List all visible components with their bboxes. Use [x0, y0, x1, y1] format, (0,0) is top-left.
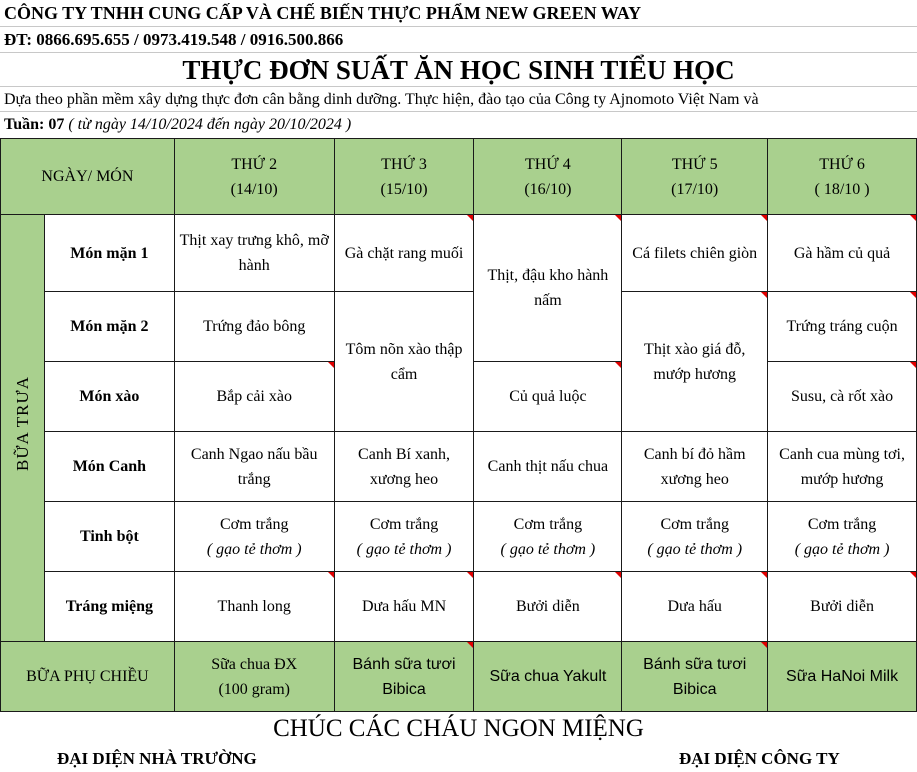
menu-cell: Dưa hấu MN: [334, 572, 474, 642]
menu-cell: Thịt, đậu kho hành nấm: [474, 215, 622, 362]
rice: Cơm trắng: [513, 515, 583, 533]
lunch-label: BỮA TRƯA: [12, 376, 32, 472]
day-name: THỨ 5: [671, 155, 718, 173]
day-date: (17/10): [671, 180, 719, 198]
snack-cell: Sữa chua Yakult: [474, 642, 622, 712]
day-header-tue: [334, 139, 474, 215]
menu-cell: Trứng đảo bông: [174, 292, 334, 362]
menu-cell: Bưởi diễn: [474, 572, 622, 642]
dish-label: Món Canh: [44, 432, 174, 502]
menu-cell: [334, 502, 474, 572]
menu-cell: Gà hầm củ quả: [768, 215, 917, 292]
day-name: THỨ 4: [525, 155, 571, 173]
rice-note: ( gạo tẻ thơm ): [647, 540, 743, 558]
dish-label: Tinh bột: [44, 502, 174, 572]
phone-numbers: ĐT: 0866.695.655 / 0973.419.548 / 0916.500.866: [0, 27, 917, 53]
rice-note: ( gạo tẻ thơm ): [500, 540, 596, 558]
menu-cell: Canh cua mùng tơi, mướp hương: [768, 432, 917, 502]
menu-cell: Tôm nõn xào thập cẩm: [334, 292, 474, 432]
dish-label: Món mặn 1: [44, 215, 174, 292]
menu-cell: Trứng tráng cuộn: [768, 292, 917, 362]
corner-header: NGÀY/ MÓN: [1, 139, 175, 215]
menu-cell: Gà chặt rang muối: [334, 215, 474, 292]
closing-wish: CHÚC CÁC CHÁU NGON MIỆNG: [273, 715, 644, 742]
snack-line: (100 gram): [218, 680, 290, 698]
rice-note: ( gạo tẻ thơm ): [794, 540, 890, 558]
snack-line: Sữa chua ĐX: [211, 655, 298, 673]
menu-cell: Thanh long: [174, 572, 334, 642]
snack-cell: Sữa HaNoi Milk: [768, 642, 917, 712]
menu-cell: [174, 502, 334, 572]
description: Dựa theo phần mềm xây dựng thực đơn cân bằng dinh dưỡng. Thực hiện, đào tạo của Công ty Ajnomoto Việt Nam và: [0, 87, 917, 112]
day-name: THỨ 6: [819, 155, 865, 173]
menu-cell: Canh Ngao nấu bầu trắng: [174, 432, 334, 502]
menu-cell: [768, 502, 917, 572]
day-header-fri: [768, 139, 917, 215]
signature-company: ĐẠI DIỆN CÔNG TY: [679, 749, 840, 768]
menu-cell: Bưởi diễn: [768, 572, 917, 642]
menu-cell: Củ quả luộc: [474, 362, 622, 432]
week-label: Tuần: 07: [4, 116, 65, 133]
snack-cell: Bánh sữa tươi Bibica: [622, 642, 768, 712]
rice: Cơm trắng: [369, 515, 439, 533]
menu-cell: [474, 502, 622, 572]
menu-cell: [622, 502, 768, 572]
rice-note: ( gạo tẻ thơm ): [206, 540, 302, 558]
day-name: THỨ 3: [381, 155, 427, 173]
menu-cell: Cá filets chiên giòn: [622, 215, 768, 292]
menu-cell: Canh Bí xanh, xương heo: [334, 432, 474, 502]
rice-note: ( gạo tẻ thơm ): [356, 540, 452, 558]
menu-cell: Susu, cà rốt xào: [768, 362, 917, 432]
menu-cell: Canh thịt nấu chua: [474, 432, 622, 502]
menu-cell: Dưa hấu: [622, 572, 768, 642]
day-date: ( 18/10 ): [814, 180, 870, 198]
menu-table: [0, 138, 917, 712]
menu-cell: Thịt xào giá đỗ, mướp hương: [622, 292, 768, 432]
dish-label: Món mặn 2: [44, 292, 174, 362]
menu-cell: Thịt xay trưng khô, mỡ hành: [174, 215, 334, 292]
rice: Cơm trắng: [219, 515, 289, 533]
day-name: THỨ 2: [231, 155, 278, 173]
day-header-wed: [474, 139, 622, 215]
day-date: (16/10): [524, 180, 572, 198]
menu-cell: Canh bí đỏ hầm xương heo: [622, 432, 768, 502]
rice: Cơm trắng: [660, 515, 729, 533]
page-title: THỰC ĐƠN SUẤT ĂN HỌC SINH TIỂU HỌC: [0, 53, 917, 87]
day-header-mon: [174, 139, 334, 215]
snack-cell: [174, 642, 334, 712]
dish-label: Món xào: [44, 362, 174, 432]
day-date: (15/10): [380, 180, 428, 198]
menu-cell: Bắp cải xào: [174, 362, 334, 432]
rice: Cơm trắng: [807, 515, 877, 533]
signature-school: ĐẠI DIỆN NHÀ TRƯỜNG: [57, 749, 257, 768]
day-date: (14/10): [230, 180, 278, 198]
week-info: [0, 112, 917, 138]
snack-label: BỮA PHỤ CHIỀU: [1, 642, 175, 712]
week-range: ( từ ngày 14/10/2024 đến ngày 20/10/2024 ): [64, 116, 352, 133]
lunch-label-cell: [1, 215, 45, 642]
company-name: CÔNG TY TNHH CUNG CẤP VÀ CHẾ BIẾN THỰC PHẨM NEW GREEN WAY: [0, 0, 917, 27]
dish-label: Tráng miệng: [44, 572, 174, 642]
day-header-thu: [622, 139, 768, 215]
snack-cell: Bánh sữa tươi Bibica: [334, 642, 474, 712]
